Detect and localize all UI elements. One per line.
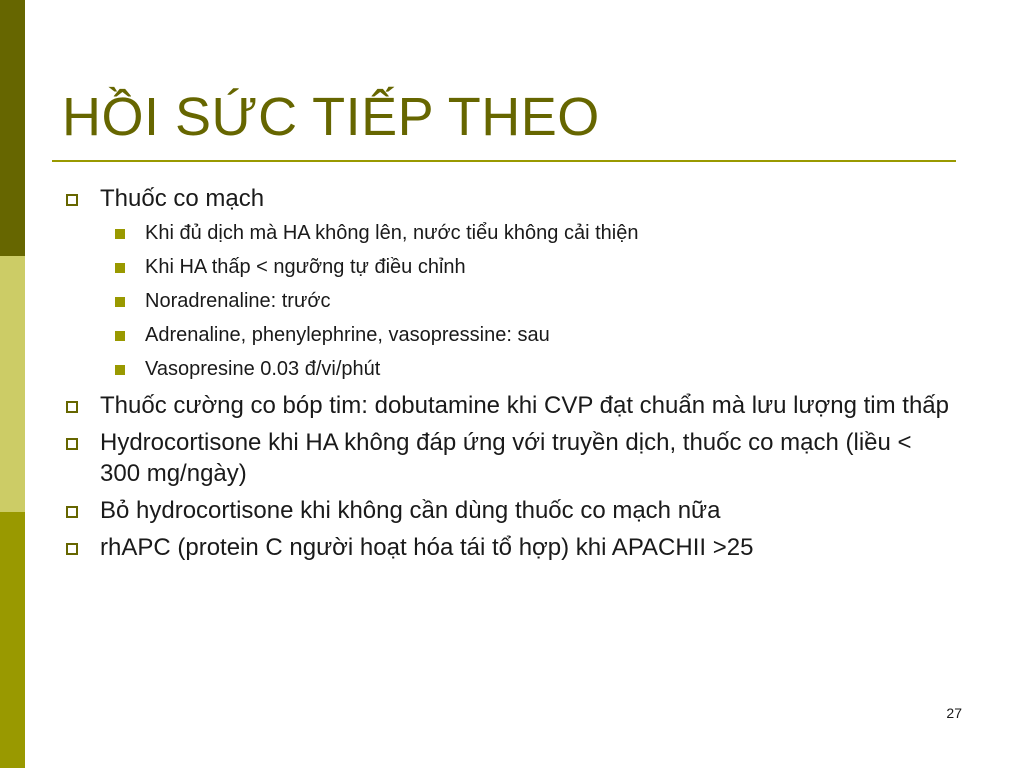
title-divider [52,160,956,162]
bullet-text: Bỏ hydrocortisone khi không cần dùng thuốc co mạch nữa [100,497,721,524]
hollow-square-bullet-icon [66,543,78,555]
sub-bullet-item [62,288,952,315]
filled-square-bullet-icon [115,365,125,375]
filled-square-bullet-icon [115,297,125,307]
filled-square-bullet-icon [115,229,125,239]
side-bar-segment-dark [0,0,25,256]
sub-bullet-text: Vasopresine 0.03 đ/vi/phút [145,358,381,380]
sub-bullet-item [62,356,952,383]
side-color-bar [0,0,25,768]
bullet-item [62,183,952,214]
sub-bullet-text: Khi HA thấp < ngưỡng tự điều chỉnh [145,256,466,278]
bullet-text: Thuốc cường co bóp tim: dobutamine khi CVP đạt chuẩn mà lưu lượng tim thấp [100,392,949,419]
bullet-item [62,495,952,526]
sub-bullet-item [62,322,952,349]
bullet-list [62,183,952,569]
hollow-square-bullet-icon [66,438,78,450]
bullet-text: Thuốc co mạch [100,185,265,212]
sub-bullet-text: Khi đủ dịch mà HA không lên, nước tiểu không cải thiện [145,222,639,244]
slide-title: HỒI SỨC TIẾP THEO [62,87,600,147]
hollow-square-bullet-icon [66,194,78,206]
sub-bullet-list [62,220,952,383]
bullet-item [62,390,952,421]
page-number: 27 [946,705,962,721]
bullet-text: Hydrocortisone khi HA không đáp ứng với truyền dịch, thuốc co mạch (liều < 300 mg/ngày) [100,429,912,487]
hollow-square-bullet-icon [66,506,78,518]
sub-bullet-text: Noradrenaline: trước [145,290,331,312]
bullet-text: rhAPC (protein C người hoạt hóa tái tổ hợp) khi APACHII >25 [100,534,754,561]
hollow-square-bullet-icon [66,401,78,413]
bullet-item [62,427,952,489]
side-bar-segment-olive [0,512,25,768]
sub-bullet-item [62,220,952,247]
bullet-item [62,532,952,563]
side-bar-segment-light [0,256,25,512]
filled-square-bullet-icon [115,263,125,273]
filled-square-bullet-icon [115,331,125,341]
sub-bullet-item [62,254,952,281]
sub-bullet-text: Adrenaline, phenylephrine, vasopressine: sau [145,324,550,346]
